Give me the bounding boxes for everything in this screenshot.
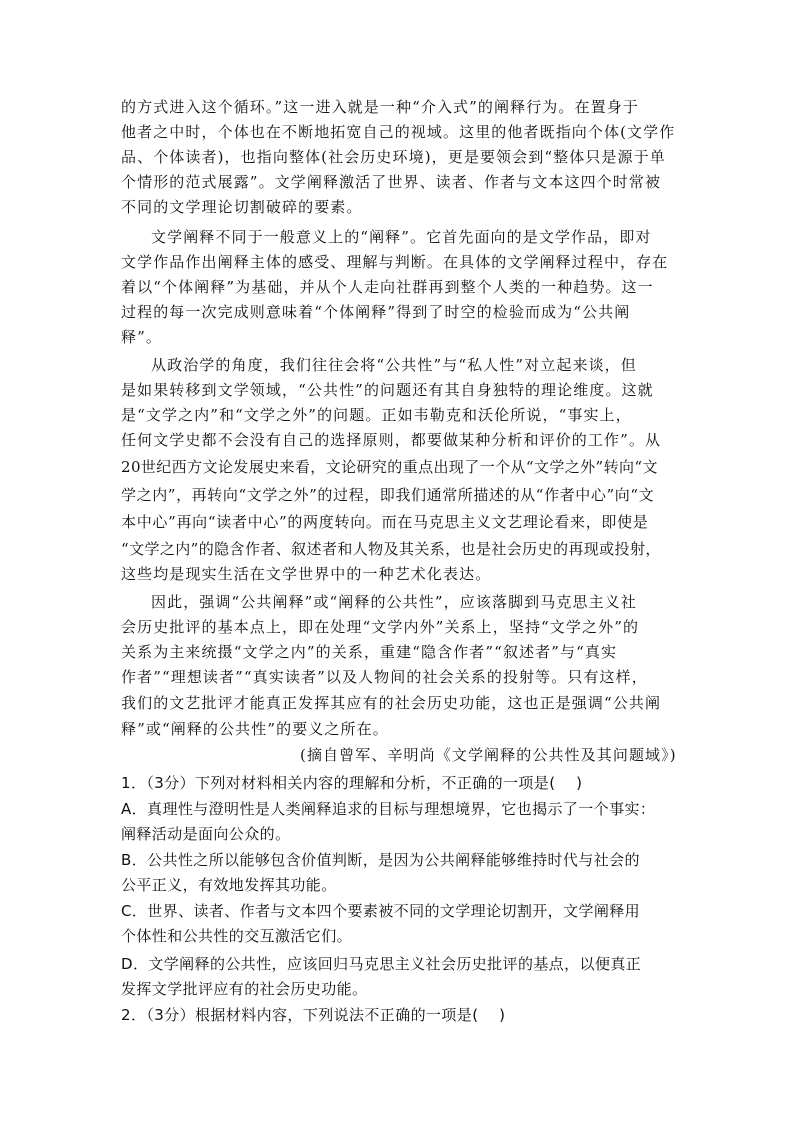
article-line: 着以“个体阐释”为基础，并从个人走向社群再到整个人类的一种趋势。这一 bbox=[121, 278, 654, 296]
option-c: C．世界、读者、作者与文本四个要素被不同的文学理论切割开，文学阐释用 bbox=[121, 902, 641, 920]
option-d: D．文学阐释的公共性，应该回归马克思主义社会历史批评的基点，以便真正 bbox=[121, 955, 642, 973]
article-line: 的方式进入这个循环。”这一进入就是一种“介入式”的阐释行为。在置身于 bbox=[121, 98, 639, 116]
article-line: 本中心”再向“读者中心”的两度转向。而在马克思主义文艺理论看来，即使是 bbox=[121, 513, 649, 531]
option-c-continued: 个体性和公共性的交互激活它们。 bbox=[121, 927, 353, 945]
article-line: 文学作品作出阐释主体的感受、理解与判断。在具体的文学阐释过程中，存在 bbox=[121, 253, 669, 271]
article-line: 释”或“阐释的公共性”的要义之所在。 bbox=[121, 720, 389, 738]
article-line: 是如果转移到文学领域，“公共性”的问题还有其自身独特的理论维度。这就 bbox=[121, 381, 654, 399]
article-line: 他者之中时，个体也在不断地拓宽自己的视域。这里的他者既指向个体(文学作 bbox=[121, 123, 676, 141]
article-source: (摘自曾军、辛明尚《文学阐释的公共性及其问题域》) bbox=[300, 746, 677, 764]
article-line: 任何文学史都不会没有自己的选择原则，都要做某种分析和评价的工作”。从 bbox=[121, 431, 662, 449]
article-line: 不同的文学理论切割破碎的要素。 bbox=[121, 198, 363, 216]
option-b: B．公共性之所以能够包含价值判断，是因为公共阐释能够维持时代与社会的 bbox=[121, 851, 640, 869]
option-a: A．真理性与澄明性是人类阐释追求的目标与理想境界，它也揭示了一个事实： bbox=[121, 800, 656, 818]
article-line: 个情形的范式展露”。文学阐释激活了世界、读者、作者与文本这四个时常被 bbox=[121, 173, 662, 191]
article-line: 过程的每一次完成则意味着“个体阐释”得到了时空的检验而成为“公共阐 bbox=[121, 303, 631, 321]
article-line: 从政治学的角度，我们往往会将“公共性”与“私人性”对立起来谈，但 bbox=[151, 356, 637, 374]
option-d-continued: 发挥文学批评应有的社会历史功能。 bbox=[121, 980, 368, 998]
article-line: “文学之内”的隐含作者、叙述者和人物及其关系，也是社会历史的再现或投射， bbox=[121, 540, 661, 558]
article-line: 会历史批评的基本点上，即在处理“文学内外”关系上，坚持“文学之外”的 bbox=[121, 618, 640, 636]
article-line: 品、个体读者)，也指向整体(社会历史环境)，更是要领会到“整体只是源于单 bbox=[121, 148, 666, 166]
article-line: 关系为主来统摄“文学之内”的关系，重建“隐含作者”“叙述者”与“真实 bbox=[121, 643, 618, 661]
question-1-stem: 1．（3分）下列对材料相关内容的理解和分析，不正确的一项是( ) bbox=[121, 774, 583, 792]
article-line: 释”。 bbox=[121, 328, 162, 346]
article-line: 我们的文艺批评才能真正发挥其应有的社会历史功能，这也正是强调“公共阐 bbox=[121, 694, 662, 712]
option-b-continued: 公平正义，有效地发挥其功能。 bbox=[121, 876, 337, 894]
article-line: 因此，强调“公共阐释”或“阐释的公共性”，应该落脚到马克思主义社 bbox=[151, 593, 637, 611]
article-line: 这些均是现实生活在文学世界中的一种艺术化表达。 bbox=[121, 565, 492, 583]
article-line: 是“文学之内”和“文学之外”的问题。正如韦勒克和沃伦所说，“事实上， bbox=[121, 406, 632, 424]
article-line: 学之内”，再转向“文学之外”的过程，即我们通常所描述的从“作者中心”向“文 bbox=[121, 486, 655, 504]
article-line: 作者”“理想读者”“真实读者”以及人物间的社会关系的投射等。只有这样， bbox=[121, 668, 648, 686]
question-2-stem: 2．（3分）根据材料内容，下列说法不正确的一项是( ) bbox=[121, 1006, 506, 1024]
article-line: 20世纪西方文论发展史来看，文论研究的重点出现了一个从“文学之外”转向“文 bbox=[121, 458, 658, 476]
option-a-continued: 阐释活动是面向公众的。 bbox=[121, 825, 291, 843]
article-line: 文学阐释不同于一般意义上的“阐释”。它首先面向的是文学作品，即对 bbox=[151, 228, 652, 246]
